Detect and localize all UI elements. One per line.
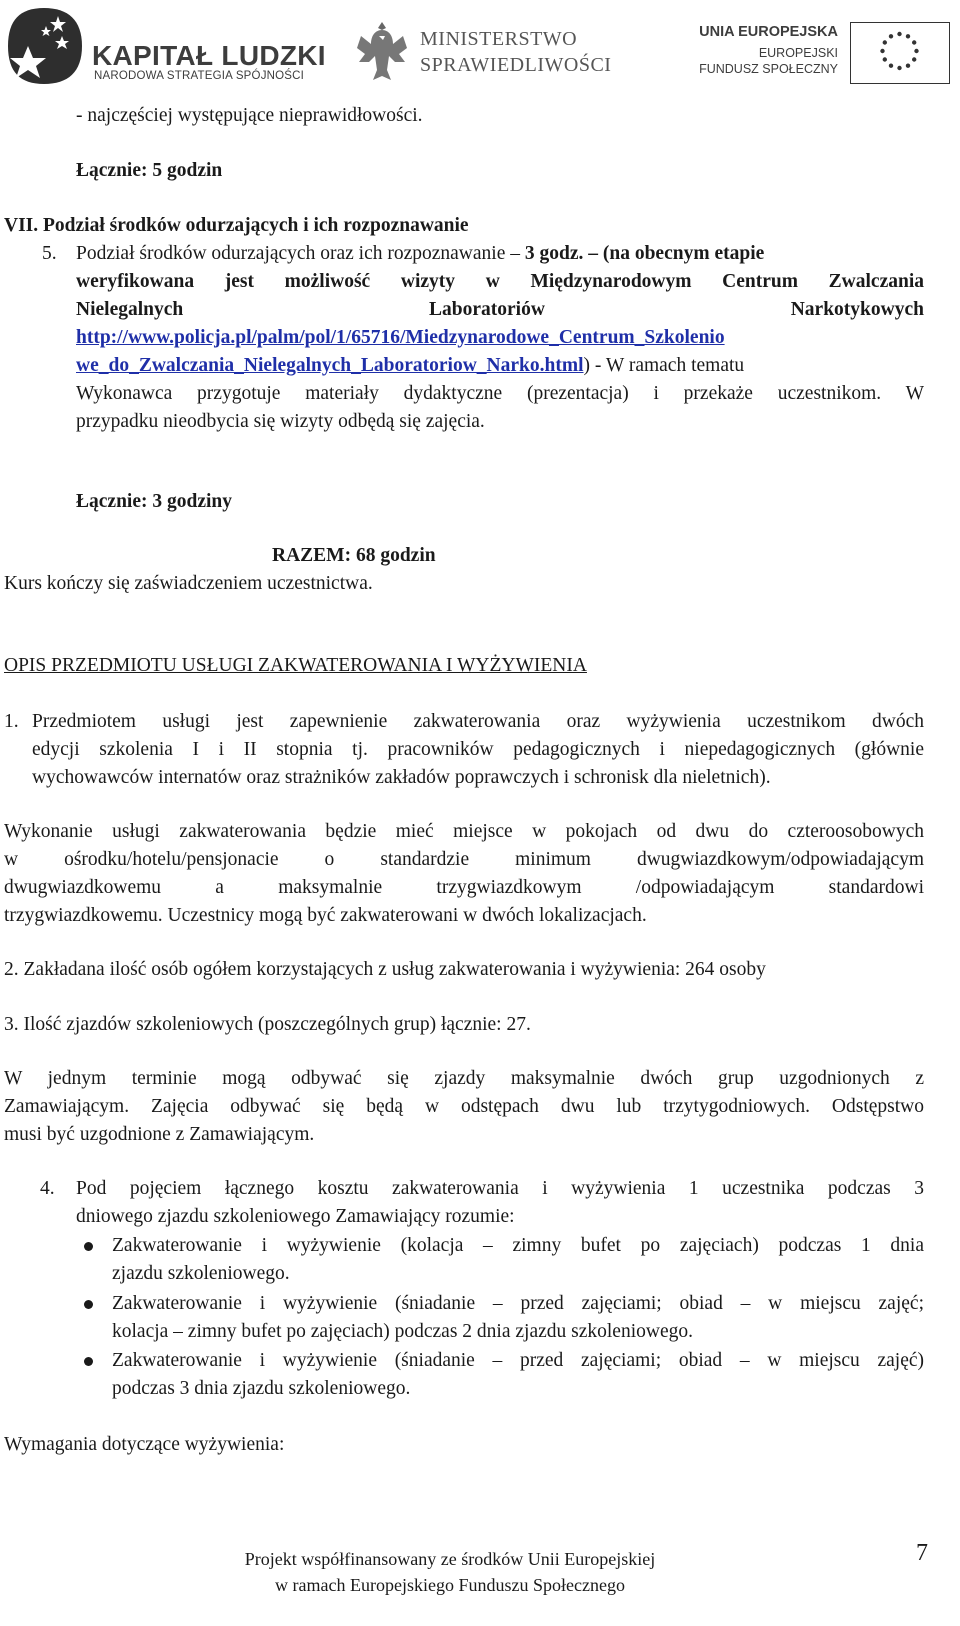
- unia-europejska-logo: [645, 22, 950, 87]
- point-4-line2: dniowego zjazdu szkoleniowego Zamawiający rozumie:: [76, 1206, 515, 1227]
- eu-flag-icon: [850, 22, 950, 84]
- paragraph-terminy-line1: W jednym terminie mogą odbywać się zjazdy maksymalnie dwóch grup uzgodnionych z: [4, 1068, 924, 1089]
- point-1-line1: Przedmiotem usługi jest zapewnienie zakwaterowania oraz wyżywienia uczestnikom dwóch: [32, 711, 924, 732]
- paragraph-wykonanie-line2: w ośrodku/hotelu/pensjonacie o standardzie minimum dwugwiazdkowym/odpowiadającym: [4, 849, 924, 870]
- point-3-sessions: 3. Ilość zjazdów szkoleniowych (poszczególnych grup) łącznie: 27.: [4, 1014, 531, 1035]
- bullet-1-dot: [84, 1242, 93, 1251]
- kapital-ludzki-logo: [6, 6, 326, 88]
- subtotal-3-godziny: Łącznie: 3 godziny: [76, 491, 232, 512]
- subtotal-5-godzin: Łącznie: 5 godzin: [76, 160, 223, 181]
- kapital-ludzki-title: KAPITAŁ LUDZKI: [92, 40, 326, 71]
- word-narkotykowych: Narkotykowych: [790, 299, 924, 320]
- point-2-participants: 2. Zakładana ilość osób ogółem korzystających z usług zakwaterowania i wyżywienia: 264 osoby: [4, 959, 766, 980]
- item-5-line1: [76, 240, 924, 268]
- paragraph-wykonanie-line4: trzygwiazdkowemu. Uczestnicy mogą być zakwaterowani w dwóch lokalizacjach.: [4, 905, 647, 926]
- kapital-ludzki-subtitle: NARODOWA STRATEGIA SPÓJNOŚCI: [94, 70, 305, 82]
- paragraph-terminy-line2: Zamawiającym. Zajęcia odbywać się będą w odstępach dwu lub trzytygodniowych. Odstępstwo: [4, 1096, 924, 1117]
- bullet-3-line2: podczas 3 dnia zjazdu szkoleniowego.: [112, 1378, 411, 1399]
- wymagania-heading: Wymagania dotyczące wyżywienia:: [4, 1434, 285, 1455]
- ministerstwo-line1: MINISTERSTWO: [420, 28, 578, 50]
- bullet-2-line1: Zakwaterowanie i wyżywienie (śniadanie – przed zajęciami; obiad – w miejscu zajęć;: [112, 1293, 924, 1314]
- bullet-2-dot: [84, 1300, 93, 1309]
- point-4-line1: Pod pojęciem łącznego kosztu zakwaterowania i wyżywienia 1 uczestnika podczas 3: [76, 1178, 924, 1199]
- point-1-line3: wychowawców internatów oraz strażników zakładów poprawczych i schronisk dla nieletnich).: [32, 767, 771, 788]
- policja-link-line2: [76, 352, 924, 380]
- ue-line1: UNIA EUROPEJSKA: [699, 24, 838, 40]
- bullet-3-dot: [84, 1357, 93, 1366]
- paragraph-terminy-line3: musi być uzgodnione z Zamawiającym.: [4, 1124, 315, 1145]
- policja-link-part1[interactable]: http://www.policja.pl/palm/pol/1/65716/Miedzynarodowe_Centrum_Szkolenio: [76, 327, 725, 348]
- bullet-3-line1: Zakwaterowanie i wyżywienie (śniadanie – przed zajęciami; obiad – w miejscu zajęć): [112, 1350, 924, 1371]
- paragraph-wykonanie-line3: dwugwiazdkowemu a maksymalnie trzygwiazdkowym /odpowiadającym standardowi: [4, 877, 924, 898]
- point-1-line2: edycji szkolenia I i II stopnia tj. pracowników pedagogicznych i niepedagogicznych (głównie: [32, 739, 924, 760]
- header-logos: [0, 0, 960, 100]
- item-5-line2: weryfikowana jest możliwość wizyty w Międzynarodowym Centrum Zwalczania: [76, 271, 924, 292]
- bullet-1-line2: zjazdu szkoleniowego.: [112, 1263, 290, 1284]
- polish-eagle-icon: [355, 18, 410, 86]
- line-nieprawidlowosci: - najczęściej występujące nieprawidłowości.: [76, 105, 423, 126]
- ministerstwo-line2: SPRAWIEDLIWOŚCI: [420, 54, 612, 76]
- point-4-number: 4.: [40, 1178, 55, 1199]
- course-certificate-note: Kurs kończy się zaświadczeniem uczestnictwa.: [4, 573, 373, 594]
- bullet-2-line2: kolacja – zimny bufet po zajęciach) podczas 2 dnia zjazdu szkoleniowego.: [112, 1321, 693, 1342]
- item-5-line6: Wykonawca przygotuje materiały dydaktyczne (prezentacja) i przekaże uczestnikom. W: [76, 383, 924, 404]
- ue-line2: EUROPEJSKI: [758, 46, 838, 60]
- footer-line1: Projekt współfinansowany ze środków Unii Europejskiej: [244, 1549, 656, 1569]
- paragraph-wykonanie-line1: Wykonanie usługi zakwaterowania będzie mieć miejsce w pokojach od dwu do czteroosobowych: [4, 821, 924, 842]
- item-5-tail: ) - W ramach tematu: [583, 355, 745, 376]
- section-heading-vii: VII. Podział środków odurzających i ich rozpoznawanie: [4, 215, 469, 236]
- total-68-godzin: RAZEM: 68 godzin: [272, 545, 436, 566]
- item-5-number: 5.: [42, 243, 57, 264]
- item-5-hours: 3 godz. – (na obecnym etapie: [524, 243, 765, 264]
- policja-link-line1[interactable]: [76, 324, 725, 352]
- word-laboratoriow: Laboratoriów: [429, 299, 545, 320]
- page-number: 7: [916, 1540, 928, 1566]
- point-1-number: 1.: [4, 711, 19, 732]
- bullet-1-line1: Zakwaterowanie i wyżywienie (kolacja – zimny bufet po zajęciach) podczas 1 dnia: [112, 1235, 924, 1256]
- kapital-ludzki-emblem-icon: [6, 6, 84, 86]
- ue-line3: FUNDUSZ SPOŁECZNY: [699, 62, 838, 76]
- ministerstwo-logo: [355, 18, 612, 88]
- item-5-line7: przypadku nieodbycia się wizyty odbędą się zajęcia.: [76, 411, 485, 432]
- item-5-line3: [76, 296, 924, 324]
- section-heading-zakwaterowanie: OPIS PRZEDMIOTU USŁUGI ZAKWATEROWANIA I WYŻYWIENIA: [4, 655, 587, 676]
- item-5-text: Podział środków odurzających oraz ich rozpoznawanie –: [76, 243, 525, 264]
- word-nielegalnych: Nielegalnych: [76, 299, 184, 320]
- policja-link-part2[interactable]: we_do_Zwalczania_Nielegalnych_Laboratoriow_Narko.html: [76, 355, 584, 376]
- footer-line2: w ramach Europejskiego Funduszu Społecznego: [275, 1575, 625, 1595]
